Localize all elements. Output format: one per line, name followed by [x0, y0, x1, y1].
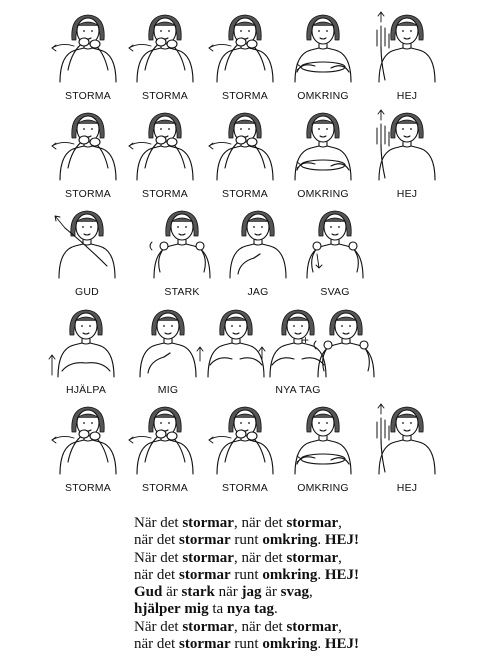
- lyrics-text: runt: [230, 532, 263, 549]
- sign-figure-illustration: [295, 206, 375, 280]
- sign-label: SVAG: [320, 286, 350, 298]
- sign-cell: [48, 10, 128, 84]
- lyrics-text: när det: [134, 566, 179, 583]
- sign-figure-illustration: [46, 305, 126, 379]
- sign-figure-illustration: [48, 402, 128, 476]
- sign-label: STORMA: [222, 90, 268, 102]
- lyrics-text: ta: [208, 601, 227, 618]
- sign-label: HEJ: [396, 188, 418, 200]
- sign-label: HEJ: [396, 90, 418, 102]
- sign-cell: [367, 10, 447, 84]
- lyrics-text: när: [214, 584, 242, 601]
- lyrics-keyword: stormar: [178, 532, 231, 549]
- sign-cell: [46, 305, 126, 379]
- sign-label: NYA TAG: [275, 384, 321, 396]
- sign-cell: [205, 108, 285, 182]
- lyrics-text: är: [261, 584, 281, 601]
- sign-cell: [367, 108, 447, 182]
- lyrics-text: När det: [134, 549, 183, 566]
- sign-figure-illustration: [125, 108, 205, 182]
- lyrics-keyword: omkring: [262, 532, 318, 549]
- sign-figure-illustration: [367, 402, 447, 476]
- sign-figure-illustration: [48, 10, 128, 84]
- sign-cell: [47, 206, 127, 280]
- sign-label: HJÄLPA: [65, 384, 107, 396]
- sign-figure-illustration: [283, 402, 363, 476]
- sign-cell: [283, 10, 363, 84]
- sign-label: OMKRING: [297, 90, 349, 102]
- sign-cell: [367, 402, 447, 476]
- lyrics-keyword: stormar: [182, 618, 234, 635]
- lyrics-text: .: [317, 636, 325, 653]
- lyrics-line: [134, 619, 474, 636]
- sign-figure-illustration: [283, 10, 363, 84]
- sign-figure-illustration: [142, 206, 222, 280]
- lyrics-keyword: stormar: [286, 549, 339, 566]
- lyrics-keyword: mig: [184, 601, 209, 618]
- lyrics-keyword: Gud: [134, 584, 163, 601]
- sign-figure-illustration: [48, 108, 128, 182]
- lyrics-text: runt: [230, 636, 263, 653]
- sign-label: OMKRING: [297, 482, 349, 494]
- lyrics-text: runt: [230, 566, 263, 583]
- lyrics-text: ,: [338, 549, 342, 566]
- sign-figure-illustration: [196, 305, 276, 379]
- lyrics-text: , när det: [233, 515, 287, 531]
- lyrics-keyword: nya tag: [226, 601, 275, 618]
- sign-cell: [218, 206, 298, 280]
- sign-label: STORMA: [222, 482, 268, 494]
- lyrics-keyword: stormar: [178, 636, 231, 653]
- lyrics-line: [134, 636, 474, 653]
- sign-label: STORMA: [222, 188, 268, 200]
- lyrics-keyword: omkring: [262, 566, 318, 583]
- lyrics-text: är: [162, 584, 182, 601]
- sign-figure-illustration: [125, 10, 205, 84]
- sign-label: STORMA: [142, 90, 188, 102]
- sign-cell: [125, 402, 205, 476]
- lyrics-text: när det: [134, 532, 179, 549]
- lyrics-keyword: stormar: [178, 566, 231, 583]
- sign-label: OMKRING: [297, 188, 349, 200]
- lyrics-text: ,: [338, 618, 342, 635]
- sign-label: STORMA: [65, 90, 111, 102]
- lyrics-keyword: stormar: [286, 515, 339, 531]
- lyrics-keyword: stormar: [286, 618, 339, 635]
- sign-figure-illustration: [205, 108, 285, 182]
- lyrics-line: [134, 567, 474, 584]
- plus-sign: +: [302, 333, 310, 347]
- lyrics-text: , när det: [233, 618, 287, 635]
- sign-label: JAG: [247, 286, 269, 298]
- lyrics-text: .: [274, 601, 278, 618]
- sign-cell: [258, 305, 338, 379]
- sign-cell: [125, 10, 205, 84]
- lyrics-keyword: omkring: [262, 636, 318, 653]
- lyrics-text: När det: [134, 515, 183, 531]
- lyrics-line: [134, 550, 474, 567]
- sign-cell: [125, 108, 205, 182]
- sign-figure-illustration: [306, 305, 386, 379]
- lyrics-text: ,: [338, 515, 342, 531]
- sign-cell: [283, 402, 363, 476]
- sign-figure-illustration: [283, 108, 363, 182]
- sign-label: STORMA: [65, 188, 111, 200]
- sign-cell: [142, 206, 222, 280]
- lyrics-text: .: [317, 532, 325, 549]
- sign-figure-illustration: [205, 402, 285, 476]
- sign-label: STORMA: [142, 482, 188, 494]
- lyrics-line: [134, 532, 474, 549]
- sign-label: STARK: [164, 286, 200, 298]
- lyrics-text: ,: [309, 584, 313, 601]
- sign-figure-illustration: [218, 206, 298, 280]
- lyrics-keyword: stark: [181, 584, 215, 601]
- lyrics-line: [134, 584, 474, 601]
- lyrics-text: .: [317, 566, 325, 583]
- lyrics-keyword: HEJ!: [324, 636, 359, 653]
- lyrics-text: när det: [134, 636, 179, 653]
- sign-cell: [48, 108, 128, 182]
- sign-label: STORMA: [142, 188, 188, 200]
- sign-cell: [205, 10, 285, 84]
- sign-cell: [295, 206, 375, 280]
- song-lyrics: [134, 515, 474, 653]
- sign-label: GUD: [75, 286, 99, 298]
- sign-cell: [205, 402, 285, 476]
- sign-label: HEJ: [396, 482, 418, 494]
- sign-figure-illustration: [205, 10, 285, 84]
- lyrics-keyword: hjälper: [134, 601, 181, 618]
- lyrics-keyword: stormar: [182, 515, 234, 531]
- lyrics-keyword: svag: [280, 584, 310, 601]
- lyrics-text: När det: [134, 618, 183, 635]
- sign-figure-illustration: [125, 402, 205, 476]
- sign-cell: [48, 402, 128, 476]
- sign-figure-illustration: [47, 206, 127, 280]
- lyrics-keyword: HEJ!: [324, 566, 359, 583]
- lyrics-keyword: HEJ!: [324, 532, 359, 549]
- sign-cell: [283, 108, 363, 182]
- lyrics-text: , när det: [233, 549, 287, 566]
- lyrics-line: [134, 515, 474, 532]
- sign-figure-illustration: [367, 108, 447, 182]
- lyrics-line: [134, 601, 474, 618]
- lyrics-keyword: jag: [241, 584, 262, 601]
- sign-label: MIG: [157, 384, 179, 396]
- lyrics-keyword: stormar: [182, 549, 234, 566]
- sign-label: STORMA: [65, 482, 111, 494]
- sign-figure-illustration: [367, 10, 447, 84]
